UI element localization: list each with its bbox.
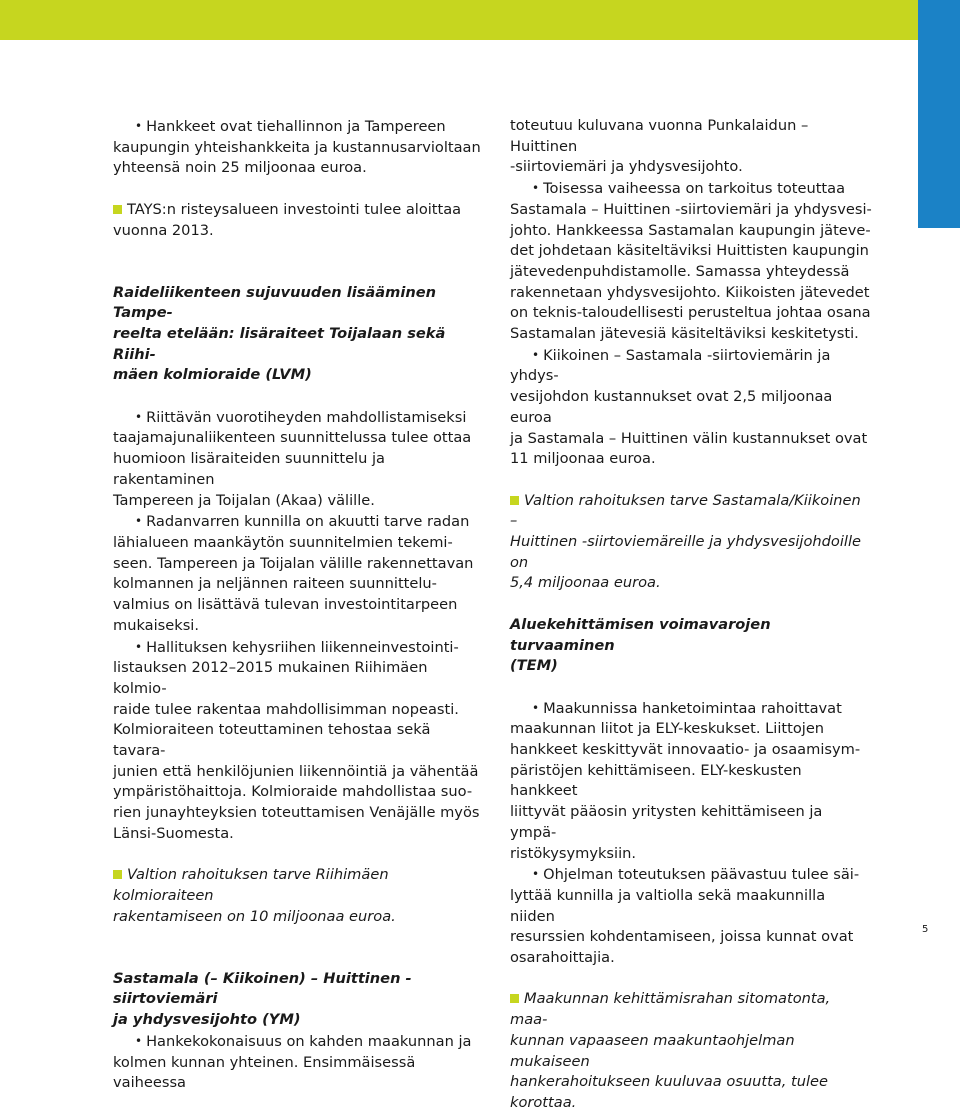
text-line: on teknis-taloudellisesti perusteltua johtaa osana — [510, 304, 871, 322]
text-line: Kolmioraiteen toteuttaminen tehostaa sekä tavara- — [113, 721, 431, 760]
bullet-paragraph — [510, 864, 872, 969]
text-line: valmius on lisättävä tulevan investointitarpeen — [113, 596, 458, 614]
text-line: hankkeet keskittyvät innovaatio- ja osaamisym- — [510, 741, 861, 759]
text-line: Riittävän vuorotiheyden mahdollistamiseksi — [146, 408, 467, 426]
text-line: ja Sastamala – Huittinen välin kustannukset ovat — [510, 429, 868, 447]
text-line: resurssien kohdentamiseen, joissa kunnat ovat — [510, 928, 854, 946]
funding-note — [113, 200, 483, 241]
text-line: Aluekehittämisen voimavarojen turvaaminen — [510, 615, 771, 654]
paragraph — [510, 116, 872, 178]
text-line: Maakunnan kehittämisrahan sitomatonta, maa- — [510, 990, 831, 1029]
bullet-paragraph — [113, 407, 483, 512]
bullet-paragraph — [510, 178, 872, 345]
text-line: ympäristöhaittoja. Kolmioraide mahdollistaa suo- — [113, 783, 473, 801]
text-line: Maakunnissa hanketoimintaa rahoittavat — [543, 699, 842, 717]
text-line: kunnan vapaaseen maakuntaohjelman mukaiseen — [510, 1031, 795, 1070]
text-line: Valtion rahoituksen tarve Sastamala/Kiikoinen – — [510, 491, 861, 530]
text-line: Huittinen -siirtoviemäreille ja yhdysvesijohdoille on — [510, 533, 861, 571]
spacer — [113, 845, 483, 866]
text-line: reelta etelään: lisäraiteet Toijalaan sekä Riihi- — [113, 324, 446, 363]
top-accent-bar — [0, 0, 960, 40]
text-line: johto. Hankkeessa Sastamalan kaupungin jäteve- — [510, 221, 871, 239]
text-line: Sastamala (– Kiikoinen) – Huittinen -siirtoviemäri — [113, 969, 412, 1008]
text-line: seen. Tampereen ja Toijalan välille rakennettavan — [113, 554, 474, 572]
text-line: Hankekokonaisuus on kahden maakunnan ja — [146, 1032, 472, 1050]
spacer — [510, 969, 872, 990]
bullet-icon: • — [135, 119, 143, 133]
bullet-paragraph — [113, 1031, 483, 1094]
text-line: yhteensä noin 25 miljoonaa euroa. — [113, 159, 367, 177]
bullet-icon: • — [135, 514, 143, 529]
text-line: rakentamiseen on 10 miljoonaa euroa. — [113, 907, 396, 925]
text-line: Valtion rahoituksen tarve Riihimäen kolmioraiteen — [113, 866, 389, 904]
text-line: päristöjen kehittämiseen. ELY-keskusten hankkeet — [510, 761, 802, 800]
square-marker-icon — [510, 496, 519, 505]
text-line: hankerahoitukseen kuuluvaa osuutta, tulee korottaa. — [510, 1073, 829, 1111]
bullet-paragraph — [510, 698, 872, 865]
section-heading — [510, 615, 872, 677]
text-line: Sastamala – Huittinen -siirtoviemäri ja yhdysvesi- — [510, 200, 872, 218]
text-line: Tampereen ja Toijalan (Akaa) välille. — [113, 491, 375, 509]
text-line: Radanvarren kunnilla on akuutti tarve radan — [146, 513, 470, 531]
right-column — [510, 116, 872, 1114]
text-line: rien junayhteyksien toteuttamisen Venäjälle myös — [113, 804, 480, 822]
text-line: junien että henkilöjunien liikennöintiä ja vähentää — [113, 762, 479, 780]
text-line: vuonna 2013. — [113, 221, 214, 239]
text-line: Kiikoinen – Sastamala -siirtoviemärin ja yhdys- — [510, 346, 831, 385]
text-line: kolmen kunnan yhteinen. Ensimmäisessä vaiheessa — [113, 1053, 416, 1092]
section-heading — [113, 283, 483, 387]
text-line: (TEM) — [510, 657, 558, 675]
square-marker-icon — [113, 205, 122, 214]
text-line: 11 miljoonaa euroa. — [510, 450, 656, 468]
text-line: kolmannen ja neljännen raiteen suunnittelu- — [113, 575, 437, 593]
spacer — [113, 179, 483, 200]
text-line: Sastamalan jätevesiä käsiteltäviksi keskitetysti. — [510, 325, 859, 343]
text-line: Länsi-Suomesta. — [113, 824, 234, 842]
text-line: raide tulee rakentaa mahdollisimman nopeasti. — [113, 700, 459, 718]
text-line: Toisessa vaiheessa on tarkoitus toteuttaa — [543, 180, 846, 198]
text-line: taajamajunaliikenteen suunnittelussa tulee ottaa — [113, 429, 472, 447]
text-line: osarahoittajia. — [510, 949, 615, 967]
bullet-icon: • — [532, 347, 540, 362]
text-line: mukaiseksi. — [113, 616, 199, 634]
text-line: lähialueen maankäytön suunnitelmien tekemi- — [113, 534, 453, 551]
funding-note — [113, 865, 483, 927]
bullet-paragraph — [113, 637, 483, 845]
square-marker-icon — [510, 994, 519, 1003]
text-line: huomioon lisäraiteiden suunnittelu ja rakentaminen — [113, 450, 386, 488]
text-line: listauksen 2012–2015 mukainen Riihimäen kolmio- — [113, 659, 428, 697]
text-line: Hankkeet ovat tiehallinnon ja Tampereen — [146, 118, 446, 135]
text-line: kaupungin yhteishankkeita ja kustannusarvioltaan — [113, 138, 481, 156]
text-line: det johdetaan käsiteltäviksi Huittisten kaupungin — [510, 242, 869, 260]
page-number: 5 — [922, 924, 929, 935]
bullet-paragraph — [113, 116, 483, 179]
text-line: TAYS:n risteysalueen investointi tulee aloittaa — [127, 200, 462, 218]
left-column — [113, 116, 483, 1094]
text-line: rakennetaan yhdysvesijohto. Kiikoisten jätevedet — [510, 283, 870, 301]
spacer — [113, 262, 483, 283]
spacer — [510, 594, 872, 615]
spacer — [113, 241, 483, 262]
text-line: vesijohdon kustannukset ovat 2,5 miljoonaa euroa — [510, 388, 833, 426]
spacer — [113, 948, 483, 969]
bullet-icon: • — [532, 181, 540, 196]
text-line: Ohjelman toteutuksen päävastuu tulee säi- — [543, 866, 860, 884]
text-line: jätevedenpuhdistamolle. Samassa yhteydessä — [510, 262, 850, 280]
text-line: ja yhdysvesijohto (YM) — [113, 1011, 301, 1029]
text-line: -siirtoviemäri ja yhdysvesijohto. — [510, 158, 743, 176]
bullet-icon: • — [532, 700, 540, 715]
funding-note — [510, 491, 872, 595]
text-line: lyttää kunnilla ja valtiolla sekä maakunnilla niiden — [510, 886, 826, 925]
bullet-icon: • — [532, 867, 540, 882]
bullet-paragraph — [510, 345, 872, 470]
funding-note — [510, 989, 872, 1113]
spacer — [510, 470, 872, 491]
text-line: Raideliikenteen sujuvuuden lisääminen Tampe- — [113, 283, 437, 322]
spacer — [113, 927, 483, 948]
bullet-icon: • — [135, 409, 143, 424]
spacer — [113, 386, 483, 407]
text-line: toteutuu kuluvana vuonna Punkalaidun – Huittinen — [510, 117, 809, 155]
text-line: 5,4 miljoonaa euroa. — [510, 574, 661, 592]
bullet-paragraph — [113, 511, 483, 636]
text-line: liittyvät pääosin yritysten kehittämiseen ja ympä- — [510, 803, 823, 841]
text-line: maakunnan liitot ja ELY-keskukset. Liittojen — [510, 720, 825, 738]
text-line: mäen kolmioraide (LVM) — [113, 366, 312, 384]
text-line: ristökysymyksiin. — [510, 844, 637, 862]
text-line: Hallituksen kehysriihen liikenneinvestointi- — [146, 638, 459, 656]
bullet-icon: • — [135, 1033, 143, 1048]
spacer — [510, 677, 872, 698]
square-marker-icon — [113, 870, 122, 879]
bullet-icon: • — [135, 639, 143, 654]
section-heading — [113, 969, 483, 1031]
side-tab — [918, 0, 960, 228]
